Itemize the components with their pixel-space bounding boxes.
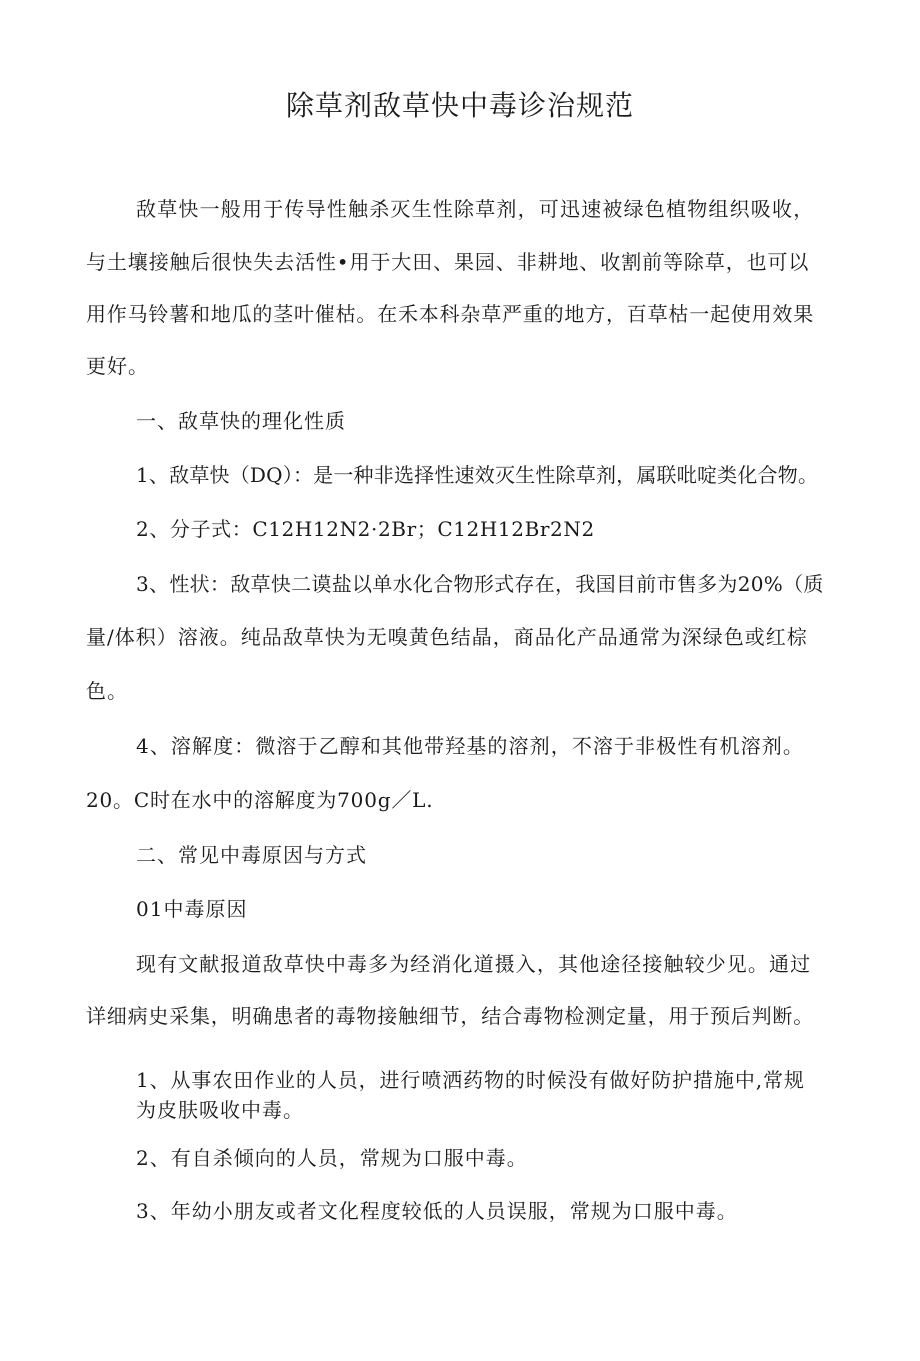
paragraph-line: 1、敌草快（DQ）：是一种非选择性速效灭生性除草剂，属联吡啶类化合物。 [136, 463, 819, 487]
paragraph-line: 20。C时在水中的溶解度为700g／L. [86, 788, 434, 812]
list-item-line: 2、有自杀倾向的人员，常规为口服中毒。 [136, 1146, 528, 1170]
list-item-line: 为皮肤吸收中毒。 [136, 1098, 304, 1122]
paragraph-line: 色。 [86, 679, 128, 703]
paragraph-line: 与土壤接触后很快失去活性•用于大田、果园、非耕地、收割前等除草，也可以 [86, 250, 810, 274]
paragraph-line: 详细病史采集，明确患者的毒物接触细节，结合毒物检测定量，用于预后判断。 [86, 1004, 814, 1028]
paragraph-line: 量/体积）溶液。纯品敌草快为无嗅黄色结晶，商品化产品通常为深绿色或红棕 [86, 625, 808, 649]
paragraph-line: 更好。 [86, 354, 149, 378]
list-item-line: 1、从事农田作业的人员，进行喷洒药物的时候没有做好防护措施中,常规 [136, 1068, 805, 1092]
paragraph-line: 4、溶解度：微溶于乙醇和其他带羟基的溶剂，不溶于非极性有机溶剂。 [136, 734, 804, 758]
paragraph-line: 敌草快一般用于传导性触杀灭生性除草剂，可迅速被绿色植物组织吸收， [136, 197, 815, 221]
paragraph-line: 2、分子式：C12H12N2·2Br；C12H12Br2N2 [136, 517, 595, 541]
paragraph-line: 现有文献报道敌草快中毒多为经消化道摄入，其他途径接触较少见。通过 [136, 952, 812, 976]
document-title: 除草剂敌草快中毒诊治规范 [285, 89, 634, 122]
list-item-line: 3、年幼小朋友或者文化程度较低的人员误服，常规为口服中毒。 [136, 1199, 738, 1223]
paragraph-line: 3、性状：敌草快二谟盐以单水化合物形式存在，我国目前市售多为20%（质 [136, 572, 824, 596]
section-heading: 二、常见中毒原因与方式 [136, 843, 367, 867]
subsection-heading: 01中毒原因 [136, 897, 248, 921]
section-heading: 一、敌草快的理化性质 [136, 409, 346, 433]
paragraph-line: 用作马铃薯和地瓜的茎叶催枯。在禾本科杂草严重的地方，百草枯一起使用效果 [86, 302, 814, 326]
